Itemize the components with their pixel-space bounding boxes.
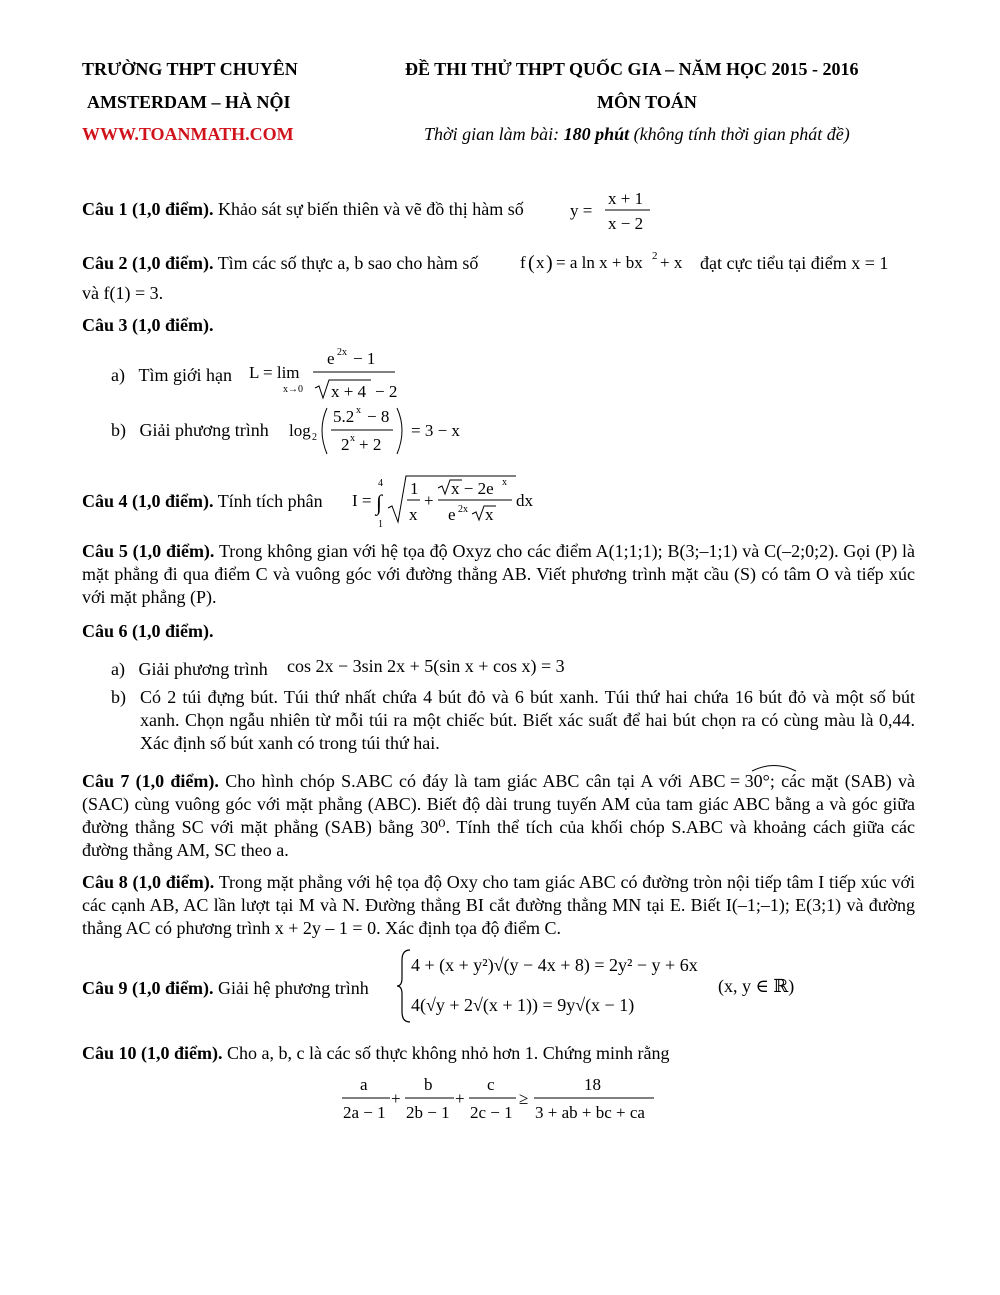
system-brace-icon (396, 948, 412, 1024)
question-3-label: Câu 3 (1,0 điểm). (82, 315, 214, 335)
question-2-formula (518, 246, 698, 276)
svg-text:x: x (409, 505, 418, 524)
angle-arc-icon (750, 762, 798, 772)
svg-text:1: 1 (378, 519, 383, 530)
svg-text:3 + ab + bc + ca: 3 + ab + bc + ca (535, 1103, 645, 1122)
question-2-line2: và f(1) = 3. (82, 283, 164, 303)
svg-text:x + 4: x + 4 (331, 382, 367, 401)
svg-text:2x: 2x (337, 347, 347, 358)
exam-title: ĐỀ THI THỬ THPT QUỐC GIA – NĂM HỌC 2015 - 2016 (405, 59, 859, 79)
question-4 (82, 490, 323, 513)
svg-text:− 2: − 2 (375, 382, 398, 401)
question-3b-formula (287, 402, 467, 460)
svg-text:= a ln x + bx: = a ln x + bx (556, 253, 643, 272)
svg-text:+ x: + x (660, 253, 683, 272)
svg-text:= 3 − x: = 3 − x (411, 421, 460, 440)
question-10-formula (338, 1070, 668, 1126)
question-9-eq1: 4 + (x + y²)√(y − 4x + 8) = 2y² − y + 6x (411, 955, 698, 975)
svg-text:+ 2: + 2 (359, 435, 382, 454)
svg-text:1: 1 (410, 479, 419, 498)
question-6b: Có 2 túi đựng bút. Túi thứ nhất chứa 4 bút đỏ và 6 bút xanh. Túi thứ hai chứa 16 bút đỏ và một số bút xanh. Chọn ngẫu nhiên từ mỗi túi ra một chiếc bút. Biết xác suất để hai bút chọn ra có cùng màu là 0,44. Xác định số bút xanh có trong túi thứ hai. (140, 687, 915, 753)
question-3a (111, 364, 232, 387)
svg-text:+: + (424, 491, 434, 510)
svg-text:2: 2 (312, 432, 317, 443)
svg-text:): ) (546, 252, 553, 274)
svg-text:x − 2e: x − 2e (451, 479, 494, 498)
question-1-text: Khảo sát sự biến thiên và vẽ đồ thị hàm số (218, 199, 524, 219)
question-8-label: Câu 8 (1,0 điểm). (82, 872, 215, 892)
question-8-text: Trong mặt phẳng với hệ tọa độ Oxy cho tam giác ABC có đường tròn nội tiếp tâm I tiếp xúc với các cạnh AB, AC lần lượt tại M và N. Đường thẳng BI cắt đường thẳng MN tại E. Biết I(–1;–1); E(3;1) và đường thẳng AC có phương trình x + 2y – 1 = 0. Xác định tọa độ điểm C. (82, 872, 915, 938)
svg-text:I =: I = (352, 491, 372, 510)
svg-text:2b − 1: 2b − 1 (406, 1103, 450, 1122)
school-name-line2: AMSTERDAM – HÀ NỘI (87, 92, 291, 112)
svg-text:− 8: − 8 (367, 407, 390, 426)
svg-text:+: + (455, 1089, 465, 1108)
time-info: Thời gian làm bài: 180 phút (không tính thời gian phát đề) (424, 124, 850, 144)
svg-text:e: e (327, 349, 335, 368)
svg-text:(: ( (528, 252, 535, 274)
svg-text:2x: 2x (458, 504, 468, 515)
question-7-text-after: ; các mặt (SAB) và (SAC) cùng vuông góc với mặt phẳng (ABC). Biết độ dài trung tuyến AM của tam giác ABC bằng a và góc giữa đường thẳng SC với mặt phẳng (SAB) bằng 30⁰. Tính thể tích của khối chóp S.ABC và khoảng cách giữa các đường thẳng AM, SC theo a. (82, 771, 916, 860)
question-3b-text: Giải phương trình (139, 420, 269, 440)
svg-text:L = lim: L = lim (249, 363, 300, 382)
question-3a-label: a) (111, 365, 125, 385)
question-9-label: Câu 9 (1,0 điểm). (82, 978, 214, 998)
svg-text:∫: ∫ (376, 490, 383, 515)
question-10-label: Câu 10 (1,0 điểm). (82, 1043, 223, 1063)
question-2-condition: đạt cực tiểu tại điểm x = 1 (700, 253, 889, 273)
svg-text:x − 2: x − 2 (608, 214, 644, 233)
svg-text:2: 2 (652, 250, 658, 262)
svg-text:b: b (424, 1075, 433, 1094)
svg-text:− 1: − 1 (353, 349, 376, 368)
question-6a-text: Giải phương trình (138, 659, 268, 679)
svg-text:a: a (360, 1075, 368, 1094)
school-name-line1: TRƯỜNG THPT CHUYÊN (82, 59, 298, 79)
svg-text:18: 18 (584, 1075, 601, 1094)
svg-text:y =: y = (570, 201, 593, 220)
question-9-domain: (x, y ∈ ℝ) (718, 976, 795, 996)
svg-text:log: log (289, 421, 311, 440)
question-1-label: Câu 1 (1,0 điểm). (82, 199, 214, 219)
question-3b (111, 419, 269, 442)
question-9 (82, 977, 369, 1000)
svg-text:c: c (487, 1075, 495, 1094)
question-6a-formula: cos 2x − 3sin 2x + 5(sin x + cos x) = 3 (287, 656, 565, 676)
question-6a (111, 658, 268, 681)
question-9-eq2: 4(√y + 2√(x + 1)) = 9y√(x − 1) (411, 995, 635, 1015)
subject-title: MÔN TOÁN (597, 92, 697, 112)
svg-text:f: f (520, 253, 526, 272)
question-8 (82, 871, 915, 940)
svg-text:x: x (350, 433, 355, 444)
svg-text:2c − 1: 2c − 1 (470, 1103, 513, 1122)
question-3a-text: Tìm giới hạn (138, 365, 232, 385)
question-2-text: Tìm các số thực a, b sao cho hàm số (217, 253, 479, 273)
question-10-text: Cho a, b, c là các số thực không nhỏ hơn 1. Chứng minh rằng (227, 1043, 670, 1063)
question-3b-label: b) (111, 420, 126, 440)
question-7-label: Câu 7 (1,0 điểm). (82, 771, 219, 791)
question-1-formula (570, 186, 660, 236)
question-6a-label: a) (111, 659, 125, 679)
question-5-label: Câu 5 (1,0 điểm). (82, 541, 215, 561)
question-2 (82, 252, 478, 275)
svg-text:x: x (502, 477, 507, 488)
svg-text:4: 4 (378, 478, 383, 489)
svg-text:x + 1: x + 1 (608, 189, 644, 208)
svg-text:2a − 1: 2a − 1 (343, 1103, 386, 1122)
question-1 (82, 198, 524, 221)
svg-text:x: x (485, 505, 494, 524)
question-6b-label: b) (111, 687, 126, 707)
svg-text:e: e (448, 505, 456, 524)
question-4-text: Tính tích phân (217, 491, 323, 511)
question-9-text: Giải hệ phương trình (218, 978, 369, 998)
question-7-angle: ABC = 30° (688, 771, 770, 791)
svg-text:5.2: 5.2 (333, 407, 355, 426)
question-2-label: Câu 2 (1,0 điểm). (82, 253, 214, 273)
question-6-label: Câu 6 (1,0 điểm). (82, 621, 214, 641)
question-7-text: Cho hình chóp S.ABC có đáy là tam giác ABC cân tại A với (225, 771, 683, 791)
svg-text:dx: dx (516, 491, 533, 510)
question-10 (82, 1042, 669, 1065)
question-7 (82, 770, 915, 862)
svg-text:x: x (356, 405, 361, 416)
svg-text:2: 2 (341, 435, 350, 454)
website-link[interactable]: WWW.TOANMATH.COM (82, 124, 294, 144)
question-3a-formula (247, 342, 407, 404)
svg-text:≥: ≥ (519, 1089, 529, 1108)
question-4-formula (350, 472, 550, 532)
svg-text:x→0: x→0 (283, 384, 303, 395)
question-4-label: Câu 4 (1,0 điểm). (82, 491, 214, 511)
svg-text:x: x (536, 253, 545, 272)
question-5-text: Trong không gian với hệ tọa độ Oxyz cho các điểm A(1;1;1); B(3;–1;1) và C(–2;0;2). Gọi (P) là mặt phẳng đi qua điểm C và vuông góc với đường thẳng AB. Viết phương trình mặt cầu (S) có tâm O và tiếp xúc với mặt phẳng (P). (82, 541, 915, 607)
question-5 (82, 540, 915, 609)
svg-text:+: + (391, 1089, 401, 1108)
